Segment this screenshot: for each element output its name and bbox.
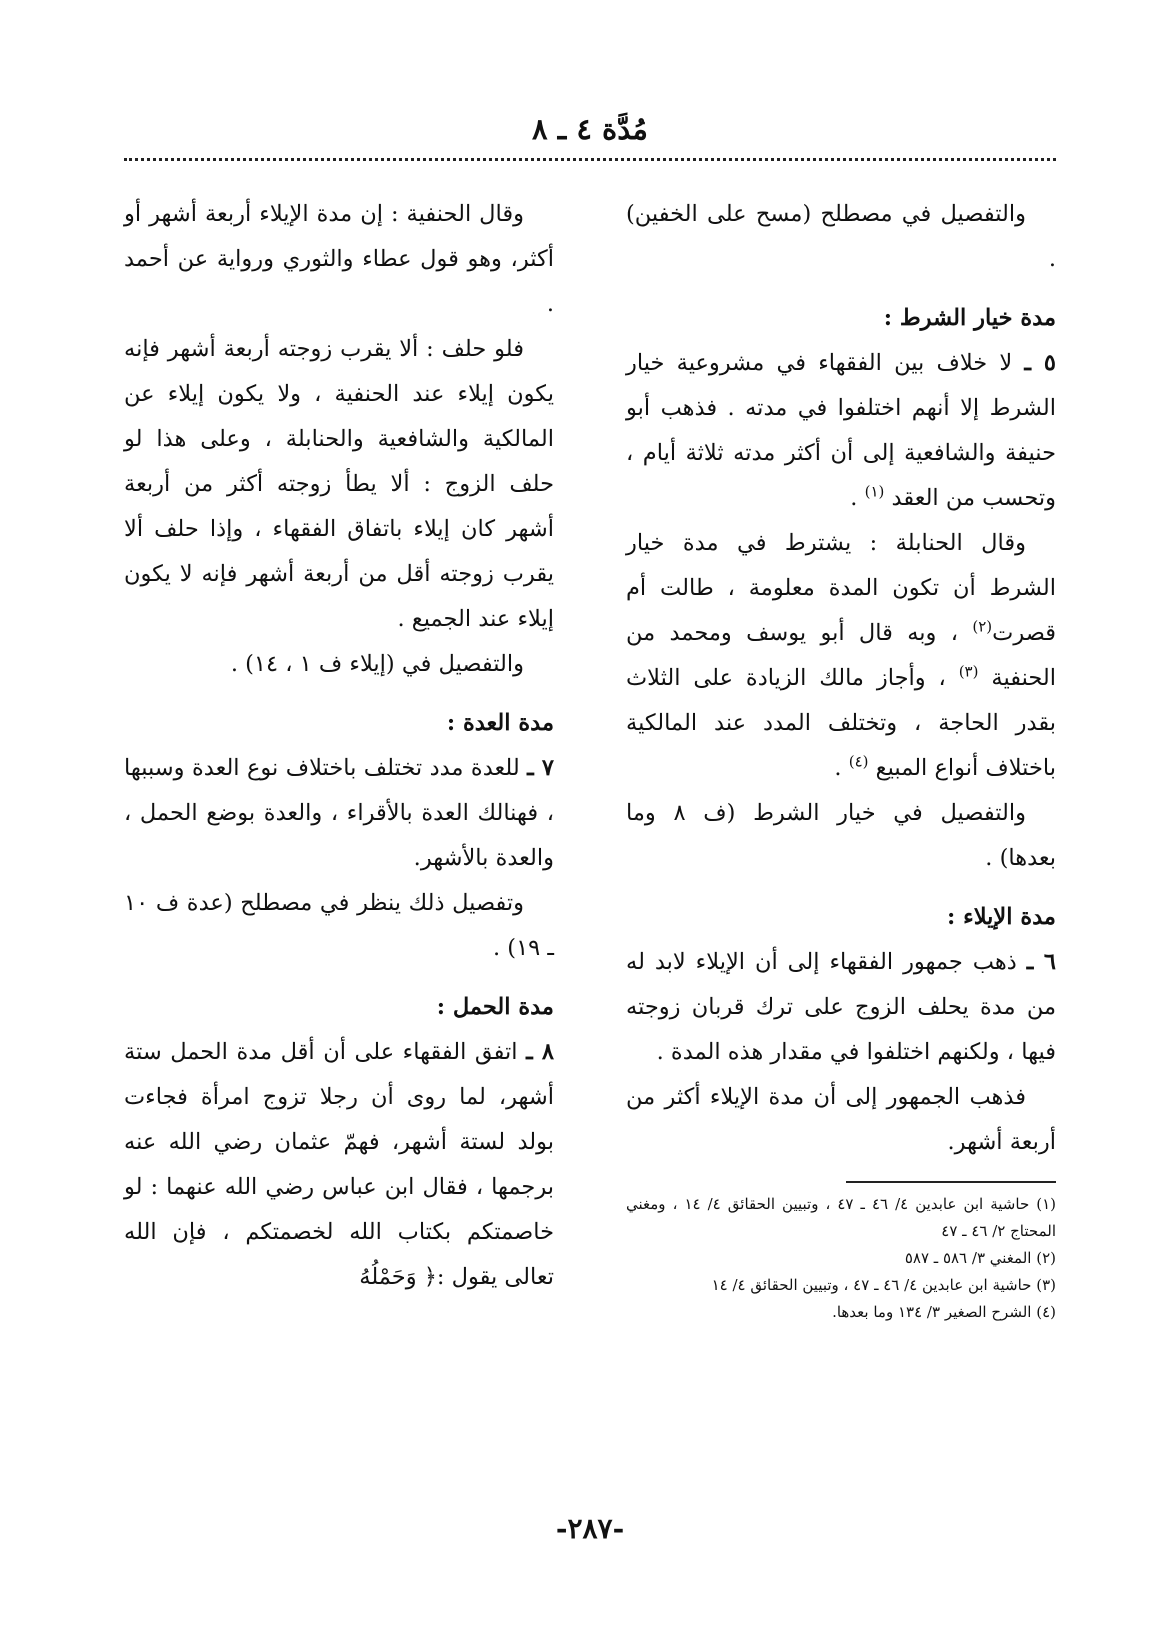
footnote-3: (٣) حاشية ابن عابدين ٤/ ٤٦ ـ ٤٧ ، وتبيين الحقائق ٤/ ١٤	[711, 1276, 1056, 1294]
punctuation: .	[850, 485, 858, 511]
footnote-ref-2: (٢)	[972, 617, 993, 636]
paragraph: والتفصيل في (إيلاء ف ١ ، ١٤) .	[230, 651, 524, 677]
footnote-ref-1: (١)	[864, 482, 885, 501]
footnote-ref-3: (٣)	[958, 662, 979, 681]
paragraph-text: لا خلاف بين الفقهاء في مشروعية خيار الشرط إلا أنهم اختلفوا في مدته . فذهب أبو حنيفة والشافعية إلى أن أكثر مدته ثلاثة أيام ، وتحسب من العقد	[626, 350, 1056, 511]
paragraph: والتفصيل في خيار الشرط (ف ٨ وما بعدها) .	[626, 800, 1056, 871]
running-header: مُدَّة ٤ ـ ٨	[532, 112, 648, 146]
left-column	[124, 192, 554, 1300]
paragraph-number: ٧ ـ	[527, 755, 555, 781]
paragraph-text: اتفق الفقهاء على أن أقل مدة الحمل ستة أشهر، لما روى أن رجلا تزوج امرأة فجاءت بولد لستة أشهر، فهمّ عثمان رضي الله عنه برجمها ، فقال ابن عباس رضي الله عنهما : لو خاصمتكم بكتاب الله لخصمتكم ، فإن الله تعالى يقول :﴿ وَحَمْلُهُ	[124, 1039, 554, 1290]
paragraph: والتفصيل في مصطلح (مسح على الخفين) .	[626, 201, 1056, 272]
paragraph	[626, 521, 1056, 791]
header-dotted-rule	[124, 158, 1056, 161]
paragraph-text: ، وبه قال أبو يوسف ومحمد من الحنفية	[626, 620, 1057, 691]
footnote-2: (٢) المغني ٣/ ٥٨٦ ـ ٥٨٧	[904, 1249, 1056, 1267]
section-heading-khiyar: مدة خيار الشرط :	[883, 305, 1056, 331]
section-heading-ila: مدة الإيلاء :	[947, 904, 1056, 930]
paragraph-8	[124, 1030, 554, 1300]
paragraph-text: ، وأجاز مالك الزيادة على الثلاث بقدر الحاجة ، وتختلف المدد عند المالكية باختلاف أنواع المبيع	[626, 665, 1056, 781]
paragraph-number: ٦ ـ	[1026, 949, 1056, 975]
section-heading-haml: مدة الحمل :	[436, 994, 554, 1020]
paragraph-text: للعدة مدد تختلف باختلاف نوع العدة وسببها ، فهنالك العدة بالأقراء ، والعدة بوضع الحمل ، والعدة بالأشهر.	[124, 755, 554, 871]
paragraph-number: ٥ ـ	[1024, 350, 1056, 376]
paragraph-6	[626, 940, 1056, 1075]
paragraph: فلو حلف : ألا يقرب زوجته أربعة أشهر فإنه يكون إيلاء عند الحنفية ، ولا يكون إيلاء عن المالكية والشافعية والحنابلة ، وعلى هذا لو حلف الزوج : ألا يطأ زوجته أكثر من أربعة أشهر كان إيلاء باتفاق الفقهاء ، وإذا حلف ألا يقرب زوجته أقل من أربعة أشهر فإنه لا يكون إيلاء عند الجميع .	[124, 336, 554, 632]
paragraph: وتفصيل ذلك ينظر في مصطلح (عدة ف ١٠ ـ ١٩) .	[124, 890, 554, 961]
footnote-4: (٤) الشرح الصغير ٣/ ١٣٤ وما بعدها.	[832, 1303, 1056, 1321]
punctuation: .	[834, 755, 842, 781]
footnote-rule	[846, 1181, 1056, 1183]
paragraph: فذهب الجمهور إلى أن مدة الإيلاء أكثر من أربعة أشهر.	[626, 1084, 1056, 1155]
paragraph-7	[124, 746, 554, 881]
right-column	[626, 192, 1056, 1326]
section-heading-idda: مدة العدة :	[446, 710, 554, 736]
paragraph-text: ذهب جمهور الفقهاء إلى أن الإيلاء لابد له من مدة يحلف الزوج على ترك قربان زوجته فيها ، ولكنهم اختلفوا في مقدار هذه المدة .	[626, 949, 1057, 1065]
paragraph-number: ٨ ـ	[526, 1039, 554, 1065]
footnote-1: (١) حاشية ابن عابدين ٤/ ٤٦ ـ ٤٧ ، وتبيين الحقائق ٤/ ١٤ ، ومغني المحتاج ٢/ ٤٦ ـ ٤٧	[626, 1195, 1057, 1240]
page-number: -٢٨٧-	[555, 1512, 625, 1545]
footnote-ref-4: (٤)	[848, 752, 869, 771]
paragraph-text: وقال الحنابلة : يشترط في مدة خيار الشرط أن تكون المدة معلومة ، طالت أم قصرت	[626, 530, 1057, 646]
paragraph: وقال الحنفية : إن مدة الإيلاء أربعة أشهر أو أكثر، وهو قول عطاء والثوري ورواية عن أحمد .	[124, 201, 554, 317]
footnotes	[626, 1191, 1056, 1326]
paragraph-5	[626, 341, 1056, 521]
